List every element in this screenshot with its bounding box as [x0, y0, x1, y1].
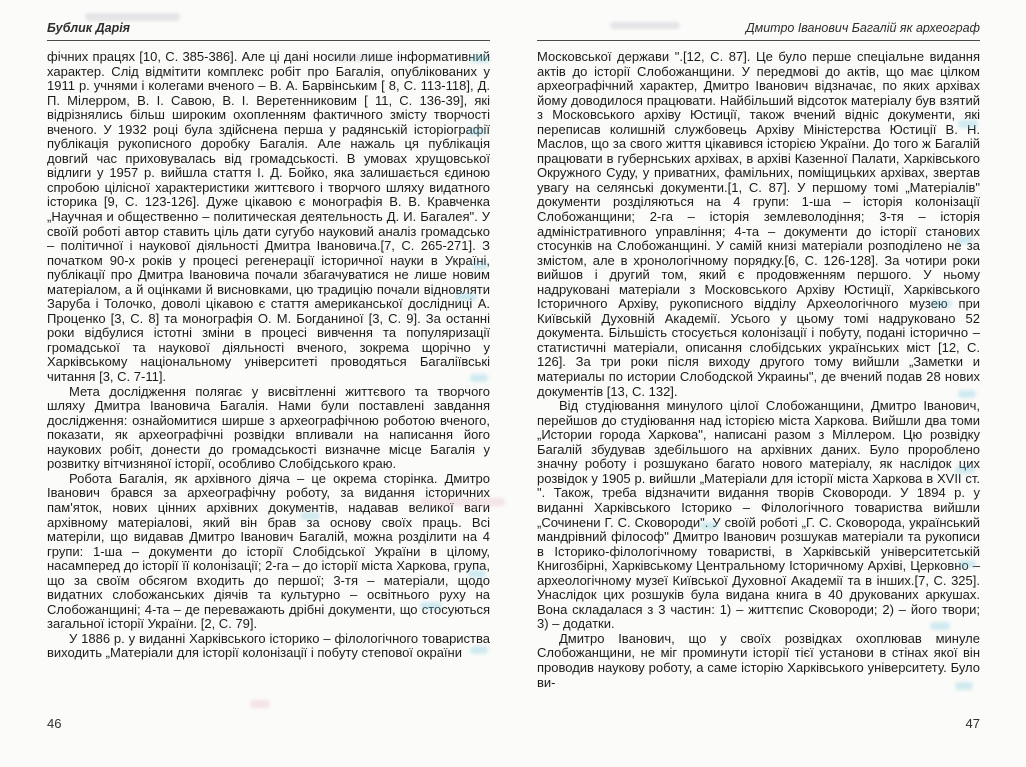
paragraph: Робота Багалія, як архівного діяча – це окрема сторінка. Дмитро Іванович брався за археографічну роботу, за видання історичних пам'яток, нових цінних архівних документів, надавав великої ваги архівному матеріалові, який він брав за основу своїх праць. Всі матеріли, що видавав Дмитро Іванович Багалій, можна розділити на 4 групи: 1-ша – документи до історії Слобідської України в цілому, насамперед до історії її колонізації; 2-га – до історії міста Харкова, група, що за своїм обсягом входить до першої; 3-тя – матеріали, щодо видатних слобожанських діячів та культурно – освітнього руху на Слобожанщині; 4-та – де переважають дрібні документи, що стосуються загальної історії України. [2, С. 79].: [47, 470, 490, 632]
running-header-title: Дмитро Іванович Багалій як археограф: [745, 21, 980, 35]
page-left: [47, 20, 490, 661]
header-rule: [47, 40, 490, 41]
page-number-left: 46: [47, 716, 62, 731]
scan-smudge: [250, 700, 270, 708]
paragraph: Від студіювання минулого цілої Слобожанщини, Дмитро Іванович, перейшов до студіювання над історією міста Харкова. Вийшли два томи „Истории города Харкова", написані разом з Міллером. Цю розвідку Багалій збудував здебільшого на архівних даних. Було пророблено значну роботу і розшукано багато нового матеріалу, як наслідок цих розвідок у 1905 р. вийшли „Матеріали для історії міста Харкова в XVII ст. ". Також, треба відзначити видання творів Сковороди. У 1894 р. у виданні Харківського Історико – Філологічного товариства вийшли „Сочинени Г. С. Сковороди". У своїй роботі „Г. С. Сковорода, український мандрівний філософ" Дмитро Іванович розшукав матеріали та рукописи в Історико-філологічному товаристві, в Харківській університетській Книгозбірні, Харківському Центральному Історичному Архіві, Церковно – археологічному музеї Київської Духовної Академії та в інших.[7, С. 325]. Унаслідок цих розшуків була видана книга в 40 друкованих аркушах. Вона складалася з 3 частин: 1) – життєпис Сковороди; 2) – його твори; 3) – додатки.: [537, 398, 980, 632]
paragraph: Мета дослідження полягає у висвітленні життєвого та творчого шляху Дмитра Івановича Багалія. Нами були поставлені завдання дослідження: ознайомитися ширше з археографічною роботою вченого, показати, як археографічні розвідки впливали на написання його наукових робіт, донести до громадськості визначне місце Багалія у розвитку вітчизняної історії, особливо Слобідського краю.: [47, 383, 490, 472]
page-body-text-right: [537, 50, 980, 690]
paragraph: Дмитро Іванович, що у своїх розвідках охоплював минуле Слобожанщини, не міг проминути історії тієї установи в стінах якої він проводив наукову роботу, а саме історію Харківського університету. Було ви-: [537, 630, 980, 690]
header-rule: [537, 40, 980, 41]
paragraph: фічних працях [10, С. 385-386]. Але ці дані носили лише інформативний характер. Слід відмітити комплекс робіт про Багалія, опублікованих у 1911 р. учнями і колегами вченого – В. А. Барвінським [ 8, С. 113-118], Д. П. Мілерром, В. І. Савою, В. І. Веретенниковим [ 11, С. 136-39], які відрізнялись більш широким охопленням фактичного змісту творчості вченого. У 1932 році була здійснена перша у радянській історіографії публікація рукописного доробку Багалія. Але нажаль ця публікація довгий час приховувалась від громадськості. В умовах хрущовської відлиги у 1957 р. вийшла стаття І. Д. Бойко, яка залишається єдиною спробою цілісної характеристики життєвого і творчого шляху видатного історика [9, С. 123-126]. Дуже цікавою є монографія В. В. Кравченка „Научная и общественно – политическая деятельность Д. И. Багалея". У своїй роботі автор ставить ціль дати сугубо науковий аналіз громадсько – політичної і наукової діяльності Дмитра Івановича.[7, С. 265-271]. З початком 90-х років у процесі регенерації історичної науки в Україні, публікації про Дмитра Івановича почали збагачуватися не лише новим матеріалом, а й оцінками й висновками, цю традицію почали відновляти Заруба і Толочко, доволі цікавою є стаття американської дослідниці А. Проценко [3, С. 8] та монографія О. М. Богданиної [3, С. 9]. За останні роки відбулися істотні зміни в процесі вивчення та популяризації громадської та наукової діяльності вченого, зокрема щорічно у Харківському національному університеті проводяться Багаліївські читання [3, С. 7-11].: [47, 49, 490, 385]
paragraph: У 1886 р. у виданні Харківського історико – філологічного товариства виходить „Матеріали для історії колонізації і побуту степової окраїни: [47, 630, 490, 661]
page-number-right: 47: [965, 716, 980, 731]
page-body-text-left: [47, 50, 490, 661]
page-right: [537, 20, 980, 690]
running-header-author: Бублик Дарія: [47, 21, 131, 35]
paragraph: Московської держави ".[12, С. 87]. Це було перше спеціальне видання актів до історії Слобожанщини. У передмові до актів, що має цілком археографічний характер, Дмитро Іванович відзначає, по яких архівах йому доводилося працювати. Найбільший відсоток матеріалу був взятий з Московського архіву Юстиції, також вчений відніс документи, які переписав колишній службовець Архіву Міністерства Юстиції В. Н. Маслов, що за свого життя цікавився історією України. До того ж Багалій працювати в губернських архівах, в архіві Казенної Палати, Харківського Окружного Суду, у приватних, фамільних, поміщицьких архівах, звертав увагу на селянські документи.[1, С. 87]. У першому томі „Матеріалів" документи розділяються на 4 групи: 1-ша – історія колонізації Слобожанщини; 2-га – історія землеволодіння; 3-тя – історія адміністративного управління; 4-та – документи до історії станових стосунків на Слобожанщині. У самій книзі матеріали розподілено не за змістом, але в хронологічному порядку.[6, С. 126-128]. За чотири роки вийшов і другий том, який є продовженням першого. У ньому надруковані матеріали з Московського Архіву Юстиції, Харківського Історичного Архіву, рукописного відділу Археологічного музею при Київській Духовній Академії. Усього у цьому томі надруковано 52 документа. Більшість стосується колонізації і побуту, подані історично – статистичні матеріали, описання слобідських українських міст [12, С. 126]. За три роки після виходу другого тому вийшли „Заметки и материалы по истории Слободской Украины", де вчений подав 28 нових документів [13, С. 132].: [537, 49, 980, 399]
